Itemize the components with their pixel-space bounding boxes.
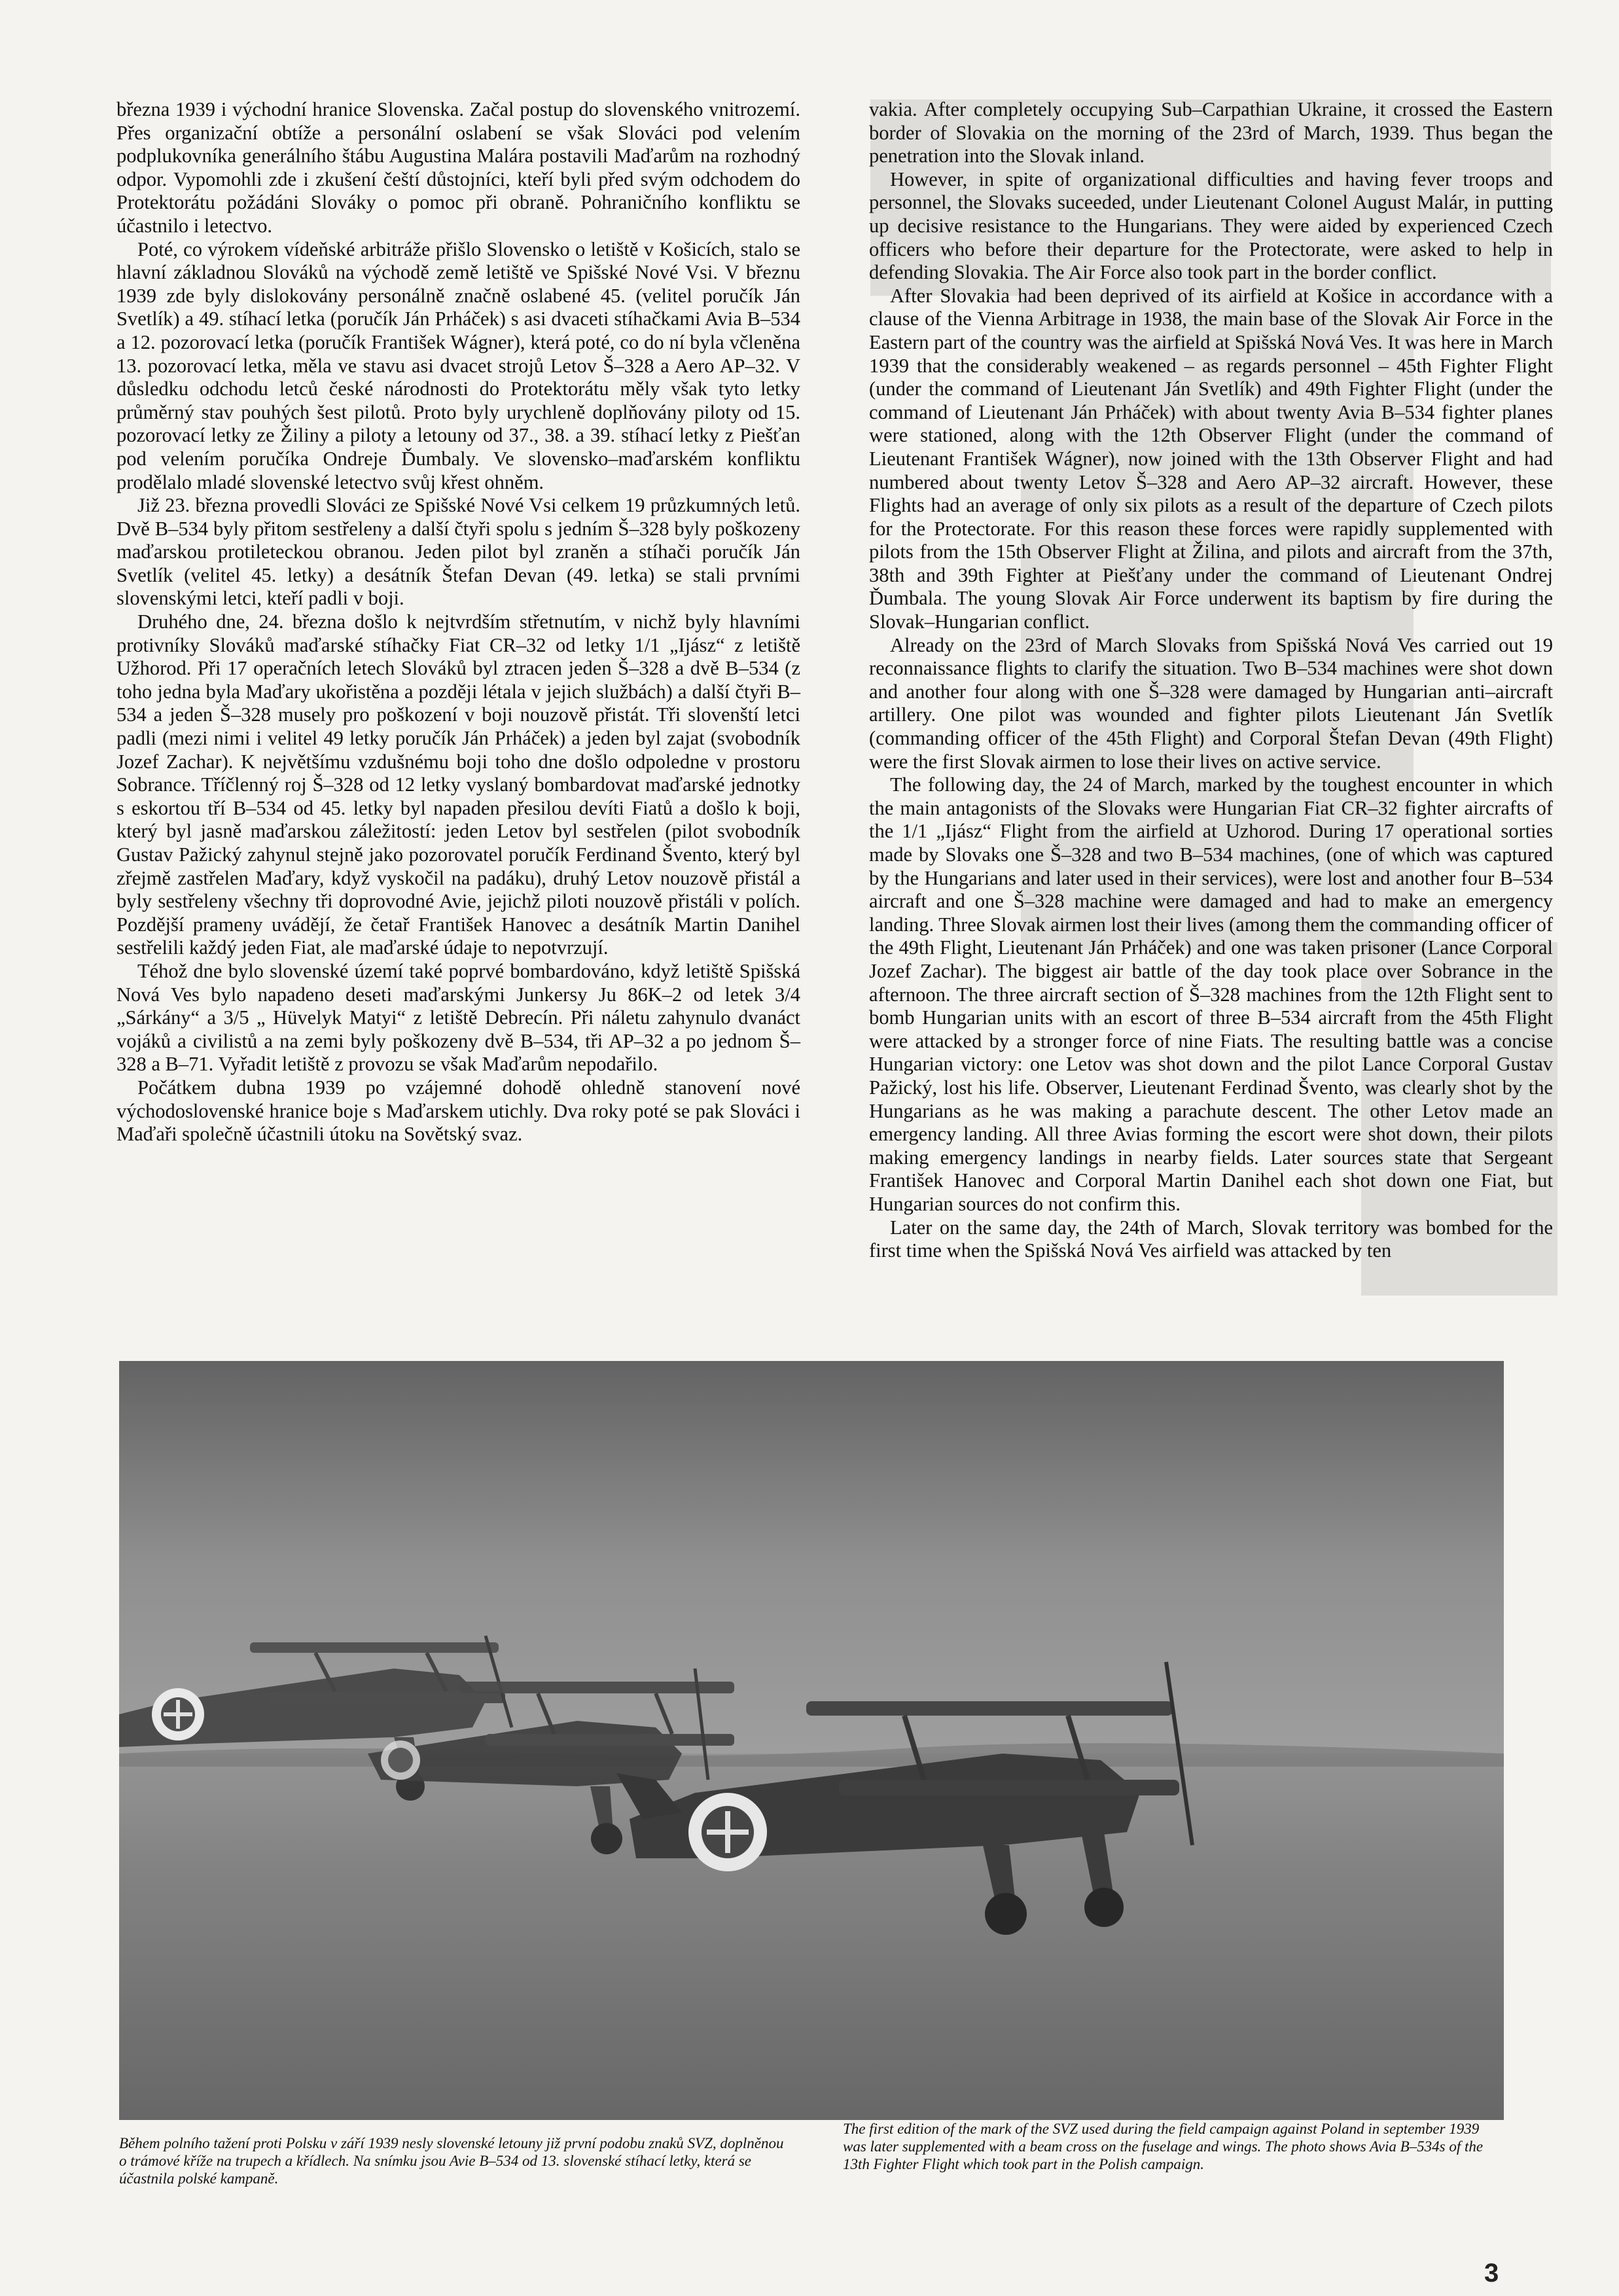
paragraph: However, in spite of organizational difficulties and having fever troops and personnel, the Slovaks suceeded, under Lieutenant Colonel August Malár, in putting up decisive resistance to the Hungarians. They were aided by experienced Czech officers who before their departure for the Protectorate, were asked to help in defending Slovakia. The Air Force also took part in the border conflict. <box>869 168 1553 284</box>
paragraph: Téhož dne bylo slovenské území také poprvé bombardováno, když letiště Spišská Nová Ves bylo napadeno deseti maďarskými Junkersy Ju 86K–2 od letek 3/4 „Sárkány“ a 3/5 „ Hüvelyk Matyi“ z letiště Debrecín. Při náletu zahynulo dvanáct vojáků a civilistů a na zemi byly poškozeny dvě B–534, tři AP–32 a po jednom Š–328 a B–71. Vyřadit letiště z provozu se však Maďarům nepodařilo. <box>116 959 800 1076</box>
aircraft-photo <box>119 1361 1504 2120</box>
paragraph: Later on the same day, the 24th of March, Slovak territory was bombed for the first time when the Spišská Nová Ves airfield was attacked by ten <box>869 1216 1553 1262</box>
photo-caption-czech: Během polního tažení proti Polsku v září 1939 nesly slovenské letouny již první podobu znaků SVZ, doplněnou o trámové kříže na trupech a křídlech. Na snímku jsou Avie B–534 od 13. slovenské stíhací letky, která se účastnila polské kampaně. <box>119 2135 784 2187</box>
paragraph: The following day, the 24 of March, marked by the toughest encounter in which the main antagonists of the Slovaks were Hungarian Fiat CR–32 fighter aircrafts of the 1/1 „Ijász“ Flight from the airfield at Uzhorod. During 17 operational sorties made by Slovaks one Š–328 and two B–534 machines, (one of which was captured by the Hungarians and later used in their services), were lost and another four B–534 aircraft and one Š–328 machine were damaged and had to make an emergency landing. Three Slovak airmen lost their lives (among them the commanding officer of the 49th Flight, Lieutenant Ján Prháček) and one was taken prisoner (Lance Corporal Jozef Zachar). The biggest air battle of the day took place over Sobrance in the afternoon. The three aircraft section of Š–328 machines from the 12th Flight sent to bomb Hungarian units with an escort of three B–534 aircraft from the 45th Flight were attacked by a stronger force of nine Fiats. The resulting battle was a concise Hungarian victory: one Letov was shot down and the pilot Lance Corporal Gustav Pažický, lost his life. Observer, Lieutenant Ferdinad Švento, was clearly shot by the Hungarians as he was making a parachute descent. The other Letov made an emergency landing. All three Avias forming the escort were shot down, their pilots making emergency landings in nearby fields. Later sources state that Sergeant František Hanovec and Corporal Martin Danihel each shot down one Fiat, but Hungarian sources do not confirm this. <box>869 773 1553 1215</box>
english-text-column <box>869 98 1553 1263</box>
paragraph: vakia. After completely occupying Sub–Carpathian Ukraine, it crossed the Eastern border of Slovakia on the morning of the 23rd of March, 1939. Thus began the penetration into the Slovak inland. <box>869 98 1553 168</box>
paragraph: Počátkem dubna 1939 po vzájemné dohodě ohledně stanovení nové východoslovenské hranice boje s Maďarskem utichly. Dva roky poté se pak Slováci i Maďaři společně účastnili útoku na Sovětský svaz. <box>116 1076 800 1146</box>
paragraph: Already on the 23rd of March Slovaks from Spišská Nová Ves carried out 19 reconnaissance flights to clarify the situation. Two B–534 machines were shot down and another four along with one Š–328 were damaged by Hungarian anti–aircraft artillery. One pilot was wounded and fighter pilots Lieutenant Ján Svetlík (commanding officer of the 45th Flight) and Corporal Štefan Devan (49th Flight) were the first Slovak airmen to lose their lives on active service. <box>869 633 1553 773</box>
paragraph: Druhého dne, 24. března došlo k nejtvrdším střetnutím, v nichž byly hlavními protivníky Slováků maďarské stíhačky Fiat CR–32 od letky 1/1 „Ijász“ z letiště Užhorod. Při 17 operačních letech Slováků byl ztracen jeden Š–328 a dvě B–534 (z toho jedna byla Maďary ukořistěna a později létala v jejich službách) a další čtyři B–534 a jeden Š–328 musely pro poškození v boji nouzově přistát. Tři slovenští letci padli (mezi nimi i velitel 49 letky poručík Ján Prháček) a jeden byl zajat (svobodník Jozef Zachar). K největšímu vzdušnému boji toho dne došlo odpoledne v prostoru Sobrance. Tříčlenný roj Š–328 od 12 letky vyslaný bombardovat maďarské jednotky s eskortou tří B–534 od 45. letky byl napaden přesilou devíti Fiatů a došlo k boji, který byl jasně maďarskou záležitostí: jeden Letov byl sestřelen (pilot svobodník Gustav Pažický zahynul stejně jako pozorovatel poručík Ferdinand Švento, který byl zřejmě zastřelen Maďary, když vyskočil na padáku), druhý Letov nouzově přistál a byly sestřeleny všechny tři doprovodné Avie, jejichž piloti nouzově přistáli v polích. Pozdější prameny uvádějí, že četař František Hanovec a desátník Martin Danihel sestřelili každý jeden Fiat, ale maďarské údaje to nepotvrzují. <box>116 610 800 959</box>
paragraph: března 1939 i východní hranice Slovenska. Začal postup do slovenského vnitrozemí. Přes organizační obtíže a personální oslabení se však Slováci pod velením podplukovníka generálního štábu Augustina Malára postavili Maďarům na rozhodný odpor. Vypomohli zde i zkušení čeští důstojníci, kteří byli před svým odchodem do Protektorátu požádáni Slováky o pomoc při obraně. Pohraničního konfliktu se účastnilo i letectvo. <box>116 98 800 237</box>
czech-text-column <box>116 98 800 1146</box>
page-number: 3 <box>1484 2259 1499 2287</box>
paragraph: Poté, co výrokem vídeňské arbitráže přišlo Slovensko o letiště v Košicích, stalo se hlavní základnou Slováků na východě země letiště ve Spišské Nové Vsi. V březnu 1939 zde byly dislokovány personálně značně oslabené 45. (velitel poručík Ján Svetlík) a 49. stíhací letka (poručík Ján Prháček) s asi dvaceti stíhačkami Avia B–534 a 12. pozorovací letka (poručík František Wágner), která poté, co do ní byla včleněna 13. pozorovací letka, měla ve stavu asi dvacet strojů Letov Š–328 a Aero AP–32. V důsledku odchodu letců české národnosti do Protektorátu měly však tyto letky průměrný stav pouhých šest pilotů. Proto byly urychleně doplňovány piloty od 15. pozorovací letky ze Žiliny a piloty a letouny od 37., 38. a 39. stíhací letky z Piešťan pod velením poručíka Ondreje Ďumbaly. Ve slovensko–maďarském konfliktu prodělalo mladé slovenské letectvo svůj křest ohněm. <box>116 238 800 493</box>
paragraph: Již 23. března provedli Slováci ze Spišské Nové Vsi celkem 19 průzkumných letů. Dvě B–534 byly přitom sestřeleny a další čtyři spolu s jedním Š–328 byly poškozeny maďarskou protileteckou obranou. Jeden pilot byl zraněn a stíhači poručík Ján Svetlík (velitel 45. letky) a desátník Štefan Devan (49. letka) se stali prvními slovenskými letci, kteří padli v boji. <box>116 494 800 610</box>
avia-b534-biplanes-image <box>119 1361 1504 2120</box>
photo-caption-english: The first edition of the mark of the SVZ used during the field campaign against Poland in september 1939 was later supplemented with a beam cross on the fuselage and wings. The photo shows Avia B–534s of the 13th Fighter Flight which took part in the Polish campaign. <box>843 2121 1484 2172</box>
paragraph: After Slovakia had been deprived of its airfield at Košice in accordance with a clause of the Vienna Arbitrage in 1938, the main base of the Slovak Air Force in the Eastern part of the country was the airfield at Spišská Nová Ves. It was here in March 1939 that the considerably weakened – as regards personnel – 45th Fighter Flight (under the command of Lieutenant Ján Svetlík) and 49th Fighter Flight (under the command of Lieutenant Ján Prháček) with about twenty Avia B–534 fighter planes were stationed, along with the 12th Observer Flight (under the command of Lieutenant František Wágner), now joined with the 13th Observer Flight and had numbered about twenty Letov Š–328 and Aero AP–32 aircraft. However, these Flights had an average of only six pilots as a result of the departure of Czech pilots for the Protectorate. For this reason these forces were rapidly supplemented with pilots from the 15th Observer Flight at Žilina, and pilots and aircraft from the 37th, 38th and 39th Fighter at Piešťany under the command of Lieutenant Ondrej Ďumbala. The young Slovak Air Force underwent its baptism by fire during the Slovak–Hungarian conflict. <box>869 284 1553 633</box>
